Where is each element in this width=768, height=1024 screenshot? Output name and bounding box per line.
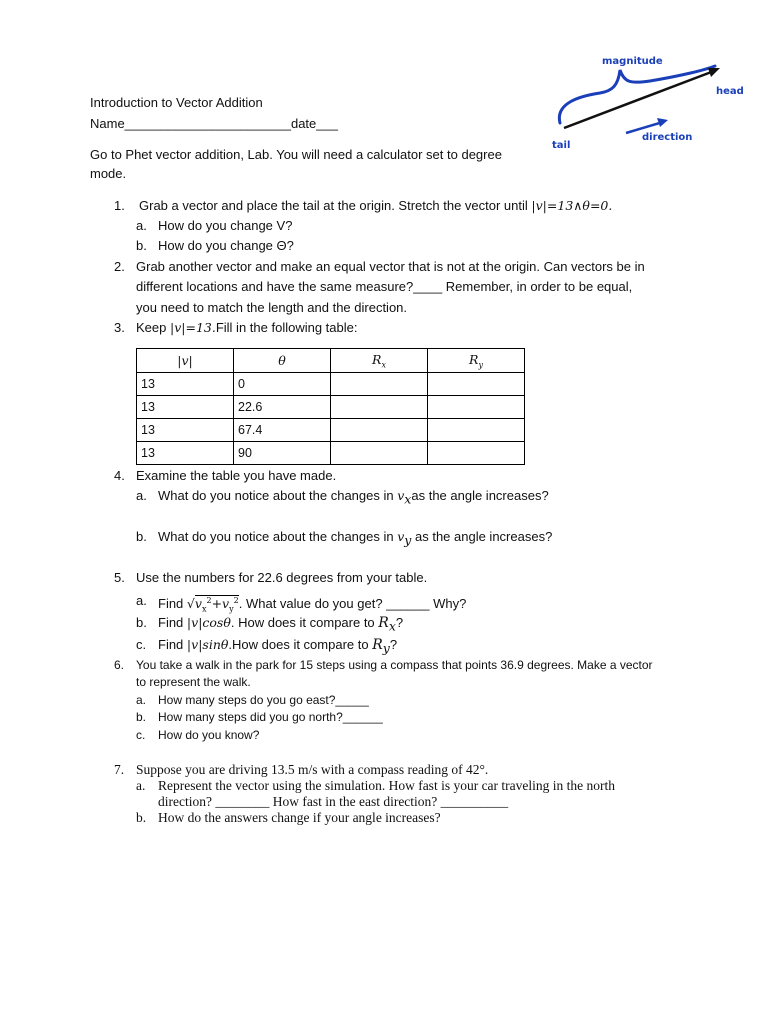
table-cell[interactable]	[331, 442, 428, 465]
q1-number: 1.	[114, 198, 125, 213]
q7-number: 7.	[114, 762, 125, 777]
q6a-number: a.	[136, 693, 147, 707]
q2-line-2: different locations and have the same measure?____ Remember, in order to be equal,	[136, 279, 633, 294]
table-cell: 67.4	[234, 419, 331, 442]
vector-arrow	[564, 71, 714, 128]
table-cell[interactable]	[331, 419, 428, 442]
table-header-magnitude: |v|	[137, 349, 234, 373]
q7a-number: a.	[136, 778, 146, 793]
q4b-text: What do you notice about the changes in $v_y$ as the angle increases?	[158, 529, 553, 548]
q7a-line-1: Represent the vector using the simulation. How fast is your car traveling in the north	[158, 778, 616, 793]
q5c-number: c.	[136, 637, 147, 652]
q1a-number: a.	[136, 218, 147, 233]
q7a-line-2: direction? ________ How fast in the east direction? __________	[158, 794, 509, 809]
table-cell[interactable]	[428, 373, 525, 396]
head-label: head	[716, 86, 744, 97]
q6a-text: How many steps do you go east?_____	[158, 693, 369, 707]
q1-text	[139, 196, 612, 216]
q4-number: 4.	[114, 468, 125, 483]
q6b-text: How many steps did you go north?______	[158, 710, 383, 724]
q7b-number: b.	[136, 810, 147, 825]
table-cell: 13	[137, 442, 234, 465]
q6c-number: c.	[136, 728, 146, 742]
q6c-text: How do you know?	[158, 728, 260, 742]
table-header-row	[137, 349, 525, 373]
q5a-text: Find $√v_x^2+v_y^2$. What value do you get? ______ Why?	[158, 596, 467, 614]
table-cell[interactable]	[331, 373, 428, 396]
q7b-text: How do the answers change if your angle increases?	[158, 810, 441, 825]
q5-text: Use the numbers for 22.6 degrees from your table.	[136, 570, 428, 585]
q5b-text: Find |v|cosθ. How does it compare to $R_x$?	[158, 615, 404, 634]
q6-line-1: You take a walk in the park for 15 steps using a compass that points 36.9 degrees. Make a vector	[136, 658, 653, 672]
tail-label: tail	[552, 140, 571, 151]
q3-text	[136, 318, 357, 338]
q1-math: |v|=13∧θ=0.	[531, 198, 613, 213]
q3-post: Fill in the following table:	[215, 320, 358, 335]
q5b-number: b.	[136, 615, 147, 630]
q6-line-2: to represent the walk.	[136, 675, 251, 689]
q1b-number: b.	[136, 238, 147, 253]
q2-line-3: you need to match the length and the direction.	[136, 300, 408, 315]
table-cell[interactable]	[428, 419, 525, 442]
q2-number: 2.	[114, 259, 125, 274]
table-cell: 13	[137, 419, 234, 442]
table-cell: 22.6	[234, 396, 331, 419]
table-header-theta: θ	[234, 349, 331, 373]
q1a-text: How do you change V?	[158, 218, 293, 233]
table-cell[interactable]	[428, 442, 525, 465]
table-cell[interactable]	[428, 396, 525, 419]
table-cell: 90	[234, 442, 331, 465]
document-title: Introduction to Vector Addition	[90, 95, 263, 110]
q6b-number: b.	[136, 710, 147, 724]
q5-number: 5.	[114, 570, 125, 585]
direction-arrowhead	[657, 118, 668, 127]
q4a-number: a.	[136, 488, 147, 503]
table-header-ry: $R_y$	[428, 349, 525, 373]
q1-text-body: Grab a vector and place the tail at the origin. Stretch the vector until	[139, 198, 528, 213]
vector-arrowhead	[708, 68, 720, 77]
q4b-number: b.	[136, 529, 147, 544]
q3-math: |v|=13.	[170, 320, 216, 335]
table-row	[137, 373, 525, 396]
table-row	[137, 396, 525, 419]
table-cell: 13	[137, 396, 234, 419]
magnitude-label: magnitude	[602, 56, 663, 67]
q7-text: Suppose you are driving 13.5 m/s with a compass reading of 42°.	[136, 762, 489, 777]
q5c-text: Find |v|sinθ.How does it compare to $R_y$?	[158, 637, 398, 656]
q6-number: 6.	[114, 658, 125, 672]
table-cell: 0	[234, 373, 331, 396]
vector-diagram	[540, 48, 760, 158]
magnitude-brace	[559, 66, 715, 123]
table-header-rx: $R_x$	[331, 349, 428, 373]
q2-line-1: Grab another vector and make an equal vector that is not at the origin. Can vectors be in	[136, 259, 645, 274]
q4a-text: What do you notice about the changes in $v_xas$ the angle increases?	[158, 488, 549, 507]
q3-number: 3.	[114, 320, 125, 335]
intro-line-2: mode.	[90, 166, 127, 181]
name-date-line: Name_______________________date___	[90, 116, 338, 131]
q1b-text: How do you change Θ?	[158, 238, 294, 253]
sqrt-expression: $√v_x^2+v_y^2$	[186, 596, 239, 614]
q4-text: Examine the table you have made.	[136, 468, 337, 483]
table-cell: 13	[137, 373, 234, 396]
table-row	[137, 419, 525, 442]
table-cell[interactable]	[331, 396, 428, 419]
intro-line-1: Go to Phet vector addition, Lab. You will need a calculator set to degree	[90, 147, 502, 162]
table-row	[137, 442, 525, 465]
vector-table	[136, 348, 525, 465]
q3-pre: Keep	[136, 320, 167, 335]
direction-label: direction	[642, 132, 693, 143]
q5a-number: a.	[136, 593, 147, 608]
